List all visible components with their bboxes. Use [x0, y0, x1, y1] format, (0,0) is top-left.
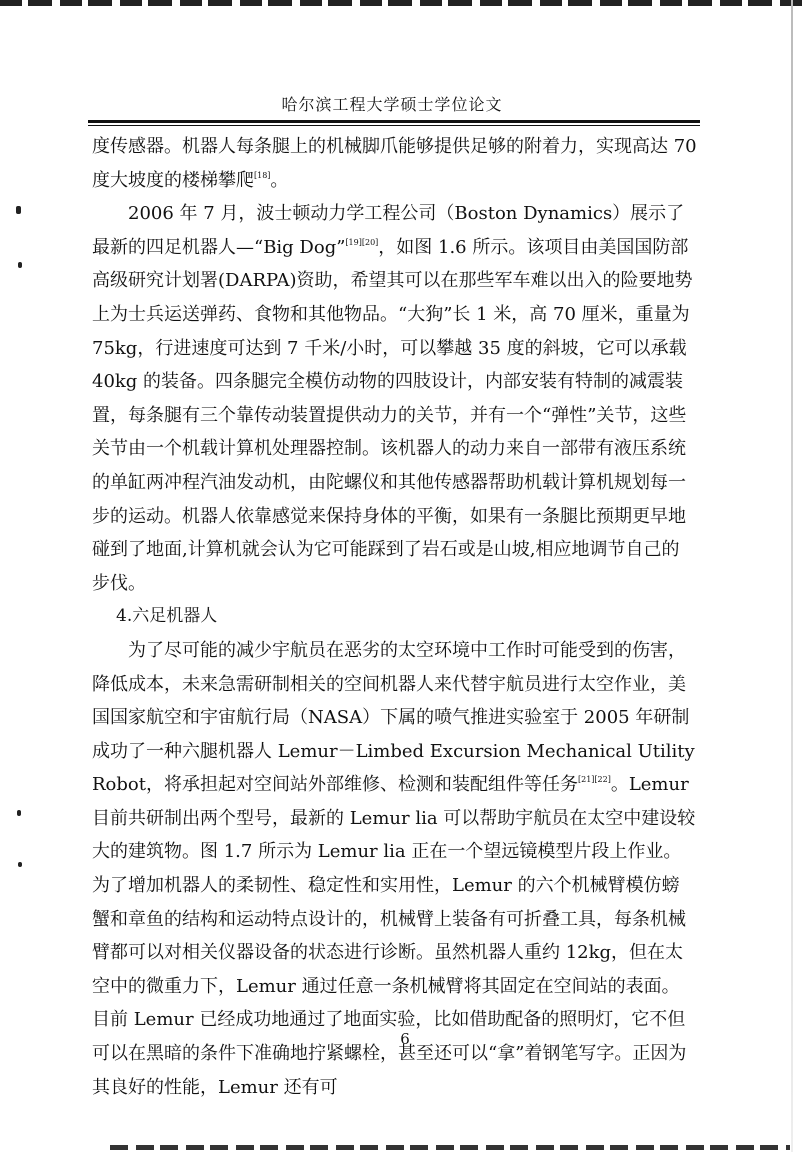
paragraph	[92, 130, 697, 197]
paragraph-text: ，如图 1.6 所示。该项目由美国国防部高级研究计划署(DARPA)资助，希望其可以在那些军车难以出入的险要地势上为士兵运送弹药、食物和其他物品。“大狗”长 1 米，高 70 厘米，重量为 75kg，行进速度可达到 7 千米/小时，可以攀越 35 度的斜坡，它可以承载 40kg 的装备。四条腿完全模仿动物的四肢设计，内部安装有特制的减震装置，每条腿有三个靠传动装置提供动力的关节，并有一个“弹性”关节，这些关节由一个机载计算机处理器控制。该机器人的动力来自一部带有液压系统的单缸两冲程汽油发动机，由陀螺仪和其他传感器帮助机载计算机规划每一步的运动。机器人依靠感觉来保持身体的平衡，如果有一条腿比预期更早地碰到了地面,计算机就会认为它可能踩到了岩石或是山坡,相应地调节自己的步伐。	[92, 236, 693, 594]
header-rule-thin	[88, 125, 700, 126]
section-heading: 4.六足机器人	[116, 606, 218, 627]
scan-right-edge	[791, 0, 793, 1152]
paragraph-text: 2006 年 7 月，波士顿动力学工程公司（Boston Dynamics）展示了最新的四足机器人—“Big Dog”	[92, 203, 685, 258]
citation: [21][22]	[577, 775, 611, 785]
scan-speck	[16, 206, 21, 214]
scan-bottom-edge	[110, 1145, 790, 1150]
paragraph-text: 度传感器。机器人每条腿上的机械脚爪能够提供足够的附着力，实现高达 70 度大坡度的楼梯攀爬	[92, 136, 697, 191]
page-header	[88, 92, 696, 122]
scan-speck	[18, 262, 22, 268]
thesis-title: 哈尔滨工程大学硕士学位论文	[281, 95, 503, 114]
paragraph-text: 。Lemur 目前共研制出两个型号，最新的 Lemur lia 可以帮助宇航员在太空中建设较大的建筑物。图 1.7 所示为 Lemur lia 正在一个望远镜模型片段上作业。为了增加机器人的柔韧性、稳定性和实用性，Lemur 的六个机械臂模仿螃蟹和章鱼的结构和运动特点设计的，机械臂上装备有可折叠工具，每条机械臂都可以对相关仪器设备的状态进行诊断。虽然机器人重约 12kg，但在太空中的微重力下，Lemur 通过任意一条机械臂将其固定在空间站的表面。目前 Lemur 已经成功地通过了地面实验，比如借助配备的照明灯，它不但可以在黑暗的条件下准确地拧紧螺栓，甚至还可以“拿”着钢笔写字。正因为其良好的性能，Lemur 还有可	[92, 774, 696, 1098]
paragraph-text: 为了尽可能的减少宇航员在恶劣的太空环境中工作时可能受到的伤害，降低成本，未来急需研制相关的空间机器人来代替宇航员进行太空作业，美国国家航空和宇宙航行局（NASA）下属的喷气推进实验室于 2005 年研制成功了一种六腿机器人 Lemur－Limbed Excursion Mechanical Utility Robot，将承担起对空间站外部维修、检测和装配组件等任务	[92, 639, 695, 796]
body-text	[92, 130, 697, 1104]
paragraph-text: 。	[270, 169, 289, 191]
scan-speck	[18, 862, 22, 867]
citation: [18]	[254, 170, 271, 180]
page-number: 6	[400, 1030, 410, 1048]
scan-speck	[17, 810, 21, 816]
citation: [19][20]	[345, 237, 379, 247]
scan-top-edge	[0, 0, 803, 6]
paragraph	[92, 197, 697, 600]
header-rule-thick	[88, 120, 700, 123]
